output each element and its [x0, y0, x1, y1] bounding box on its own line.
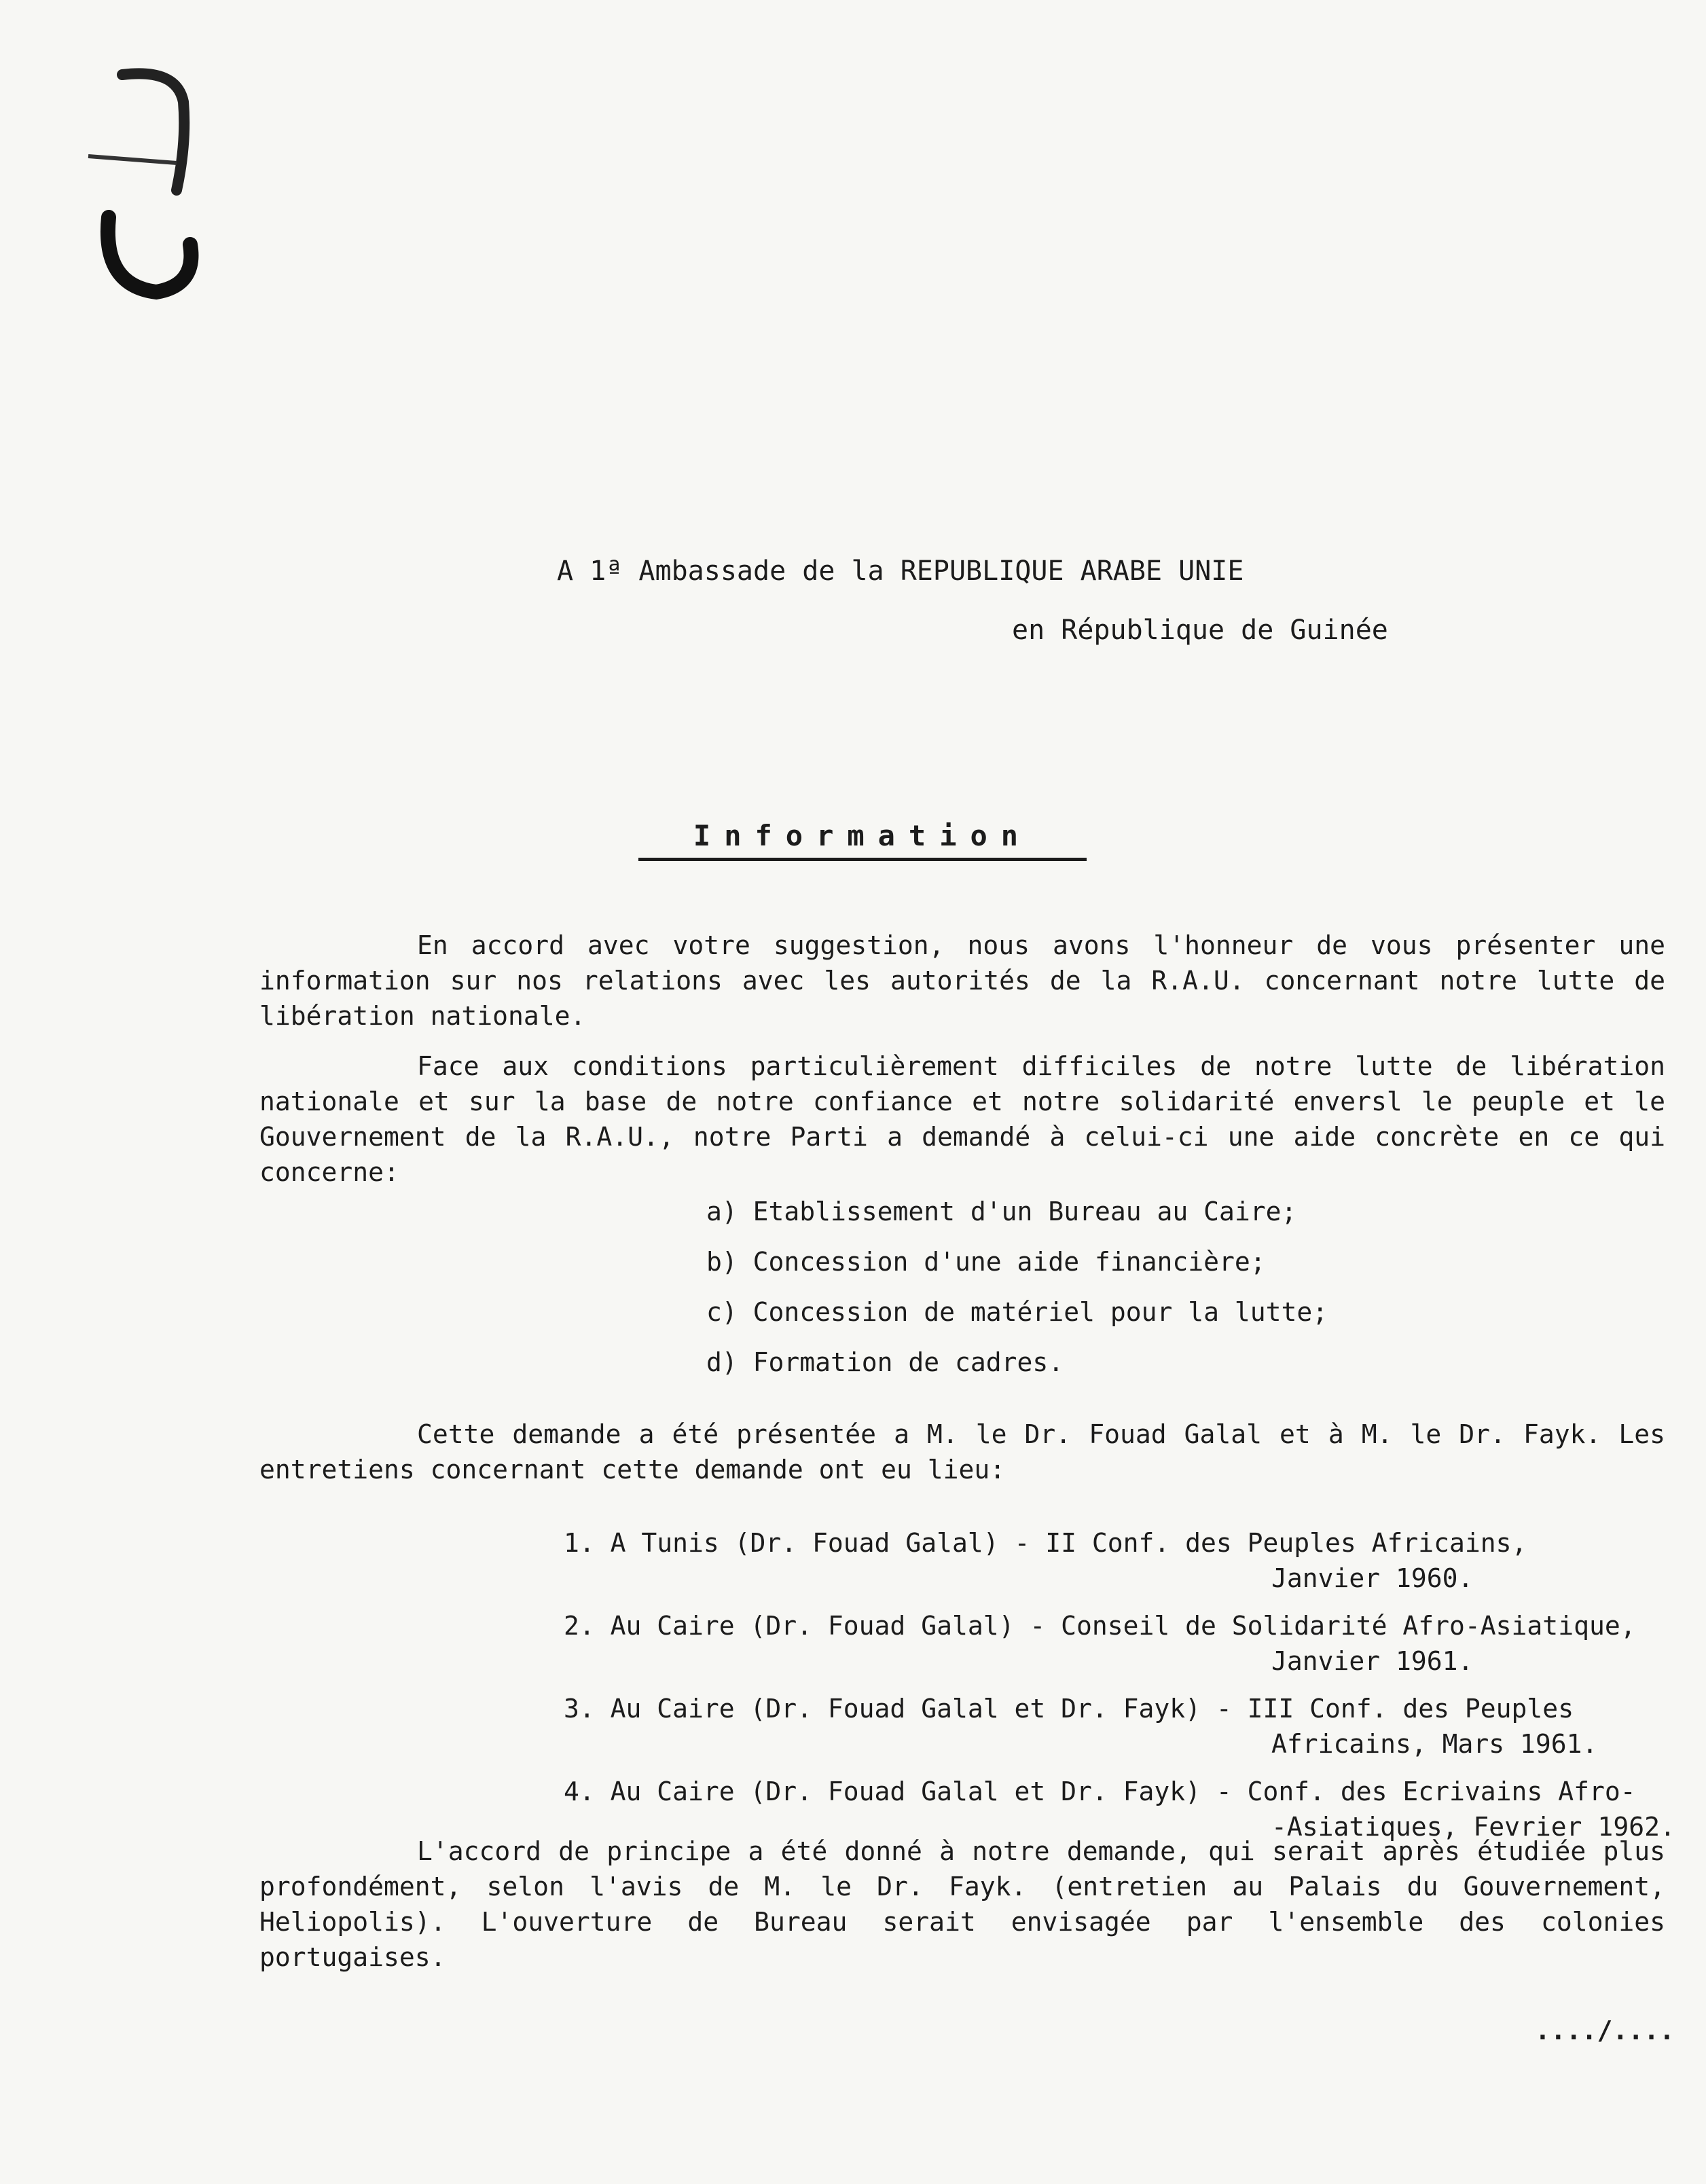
- paragraph-intro: [259, 928, 1665, 1034]
- meeting-item-continuation: Africains, Mars 1961.: [1271, 1729, 1598, 1759]
- paragraph-agreement-text: L'accord de principe a été donné à notre demande, qui serait après étudiée plus profondément, selon l'avis de M. le Dr. Fayk. (entretien au Palais du Gouvernement, Heliopolis). L'ouverture de Bureau serait envisagée par l'ensemble des colonies portugaises.: [259, 1836, 1665, 1972]
- meeting-item: 1. A Tunis (Dr. Fouad Galal) - II Conf. des Peuples Africains,: [564, 1528, 1527, 1558]
- meeting-item: 2. Au Caire (Dr. Fouad Galal) - Conseil de Solidarité Afro-Asiatique,: [564, 1611, 1636, 1641]
- meeting-item: 3. Au Caire (Dr. Fouad Galal et Dr. Fayk) - III Conf. des Peuples: [564, 1694, 1574, 1724]
- list-item: a) Etablissement d'un Bureau au Caire;: [706, 1197, 1297, 1226]
- meeting-item-continuation: -Asiatiques, Fevrier 1962.: [1271, 1812, 1675, 1842]
- list-item: c) Concession de matériel pour la lutte;: [706, 1297, 1328, 1327]
- paragraph-meetings-intro-text: Cette demande a été présentée a M. le Dr. Fouad Galal et à M. le Dr. Fayk. Les entretiens concernant cette demande ont eu lieu:: [259, 1419, 1665, 1485]
- request-list: [706, 1197, 1328, 1398]
- meeting-item-continuation: Janvier 1961.: [1271, 1646, 1474, 1676]
- paragraph-intro-text: En accord avec votre suggestion, nous avons l'honneur de vous présenter une information sur nos relations avec les autorités de la R.A.U. concernant notre lutte de libération nationale.: [259, 930, 1665, 1031]
- addressee-line-2: en République de Guinée: [1012, 615, 1388, 646]
- paragraph-meetings-intro: [259, 1417, 1665, 1487]
- list-item: b) Concession d'une aide financière;: [706, 1247, 1266, 1277]
- document-title: Information: [638, 819, 1087, 861]
- paragraph-agreement: [259, 1834, 1665, 1975]
- paragraph-request: [259, 1049, 1665, 1190]
- addressee-line-1: A 1ª Ambassade de la REPUBLIQUE ARABE UNIE: [557, 556, 1244, 587]
- meetings-list: [564, 1525, 1675, 1857]
- page-continuation-mark: ..../....: [1535, 2016, 1675, 2045]
- handwritten-mark: [75, 61, 238, 319]
- paragraph-request-text: Face aux conditions particulièrement difficiles de notre lutte de libération nationale et sur la base de notre confiance et notre solidarité enversl le peuple et le Gouvernement de la R.A.U., notre Parti a demandé à celui-ci une aide concrète en ce qui concerne:: [259, 1051, 1665, 1187]
- meeting-item-continuation: Janvier 1960.: [1271, 1563, 1474, 1593]
- meeting-item: 4. Au Caire (Dr. Fouad Galal et Dr. Fayk) - Conf. des Ecrivains Afro-: [564, 1777, 1636, 1806]
- list-item: d) Formation de cadres.: [706, 1347, 1064, 1377]
